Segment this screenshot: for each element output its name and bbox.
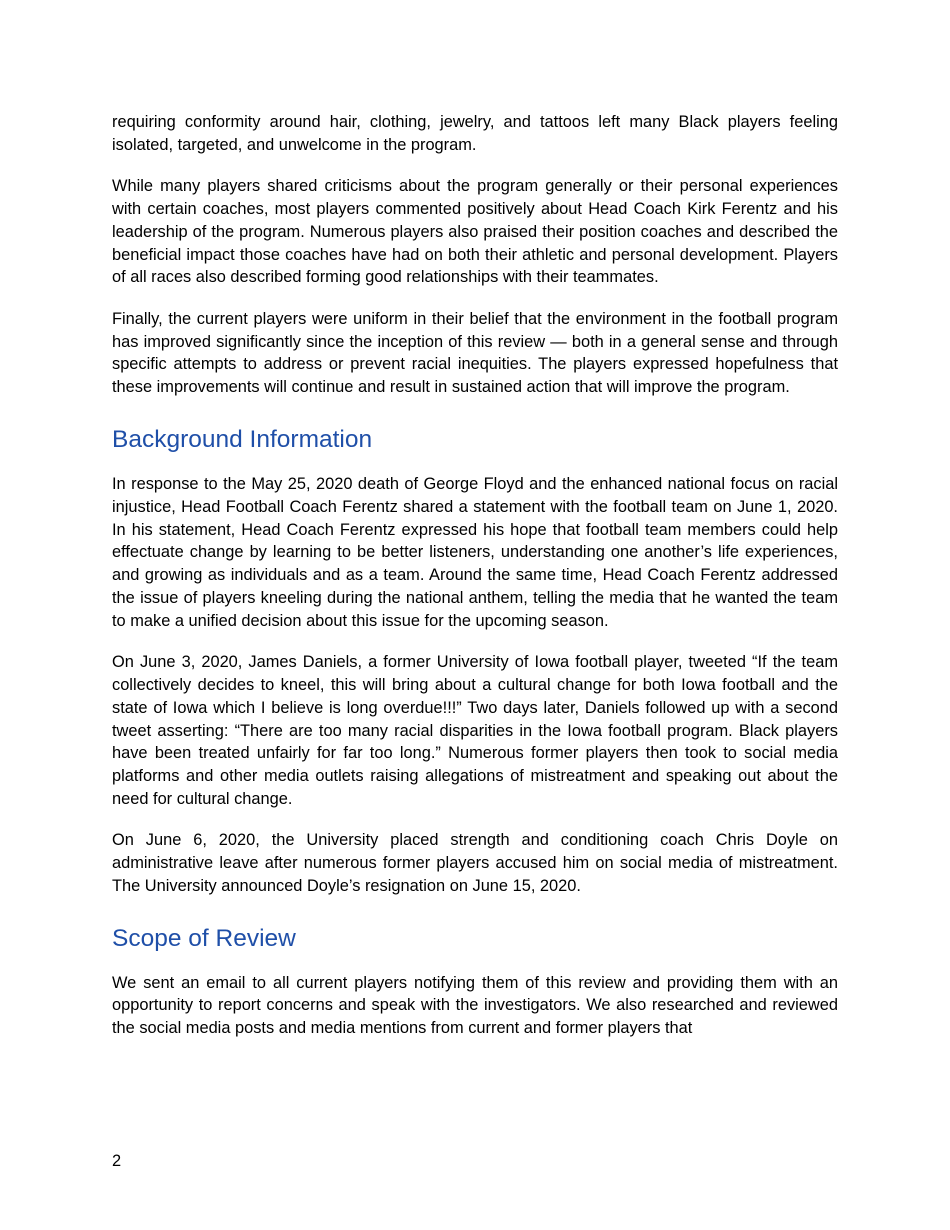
scope-heading: Scope of Review: [112, 924, 296, 952]
background-paragraph-1: In response to the May 25, 2020 death of George Floyd and the enhanced national focus on racial injustice, Head Football Coach Ferentz shared a statement with the football team on June 1, 2020. In his statement, Head Coach Ferentz expressed his hope that football team members could help effectuate change by learning to be better listeners, understanding one another’s life experiences, and growing as individuals and as a team. Around the same time, Head Coach Ferentz addressed the issue of players kneeling during the national anthem, telling the media that he wanted the team to make a unified decision about this issue for the upcoming season.: [112, 474, 838, 630]
background-heading: Background Information: [112, 425, 373, 453]
intro-paragraph-2: While many players shared criticisms about the program generally or their personal experiences with certain coaches, most players commented positively about Head Coach Kirk Ferentz and his leadership of the program. Numerous players also praised their position coaches and described the beneficial impact those coaches have had on both their athletic and personal development. Players of all races also described forming good relationships with their teammates.: [112, 177, 838, 287]
background-paragraph-2: On June 3, 2020, James Daniels, a former University of Iowa football player, tweeted “If the team collectively decides to kneel, this will bring about a cultural change for both Iowa football and the state of Iowa which I believe is long overdue!!!” Two days later, Daniels followed up with a second tweet asserting: “There are too many racial disparities in the Iowa football program. Black players have been treated unfairly for far too long.” Numerous former players then took to social media platforms and other media outlets raising allegations of mistreatment and speaking out about the need for cultural change.: [112, 653, 838, 808]
page-number: 2: [112, 1152, 122, 1170]
intro-paragraph-1: requiring conformity around hair, clothing, jewelry, and tattoos left many Black players feeling isolated, targeted, and unwelcome in the program.: [112, 113, 838, 154]
intro-paragraph-3: Finally, the current players were uniform in their belief that the environment in the football program has improved significantly since the inception of this review — both in a general sense and through specific attempts to address or prevent racial inequities. The players expressed hopefulness that these improvements will continue and result in sustained action that will improve the program.: [112, 309, 838, 397]
page-body: [112, 111, 838, 1059]
scope-paragraph-1: We sent an email to all current players notifying them of this review and providing them with an opportunity to report concerns and speak with the investigators. We also researched and reviewed the social media posts and media mentions from current and former players that: [112, 973, 838, 1038]
background-paragraph-3: On June 6, 2020, the University placed strength and conditioning coach Chris Doyle on administrative leave after numerous former players accused him on social media of mistreatment. The University announced Doyle’s resignation on June 15, 2020.: [112, 831, 838, 895]
